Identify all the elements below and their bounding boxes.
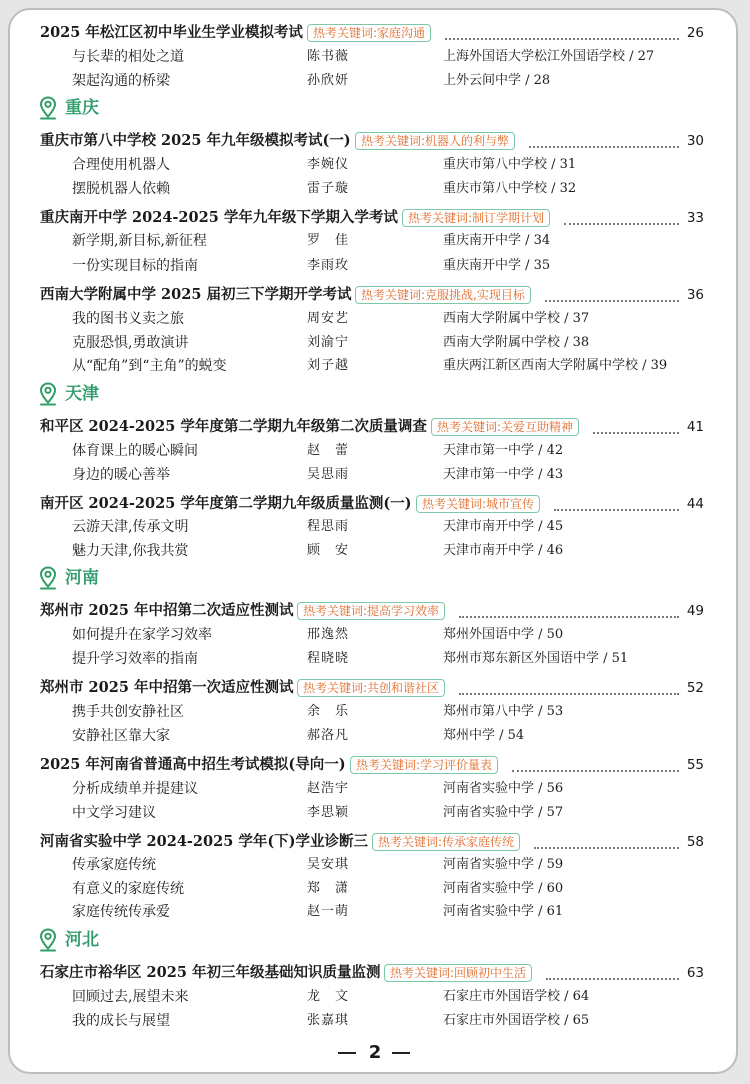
page-footer bbox=[0, 1040, 750, 1066]
exam-title: 重庆市第八中学校 2025 年九年级模拟考试(一) bbox=[40, 132, 351, 149]
article-title: 体育课上的暖心瞬间 bbox=[72, 443, 198, 459]
article-author: 邢逸然 bbox=[307, 627, 350, 642]
article-entry bbox=[0, 778, 750, 800]
location-pin-icon bbox=[38, 928, 58, 952]
page-ref: 41 bbox=[686, 419, 704, 435]
location-pin-icon bbox=[38, 382, 58, 406]
article-school: 郑州市第八中学 / 53 bbox=[443, 704, 564, 719]
dot-leader bbox=[554, 495, 679, 511]
article-entry bbox=[0, 1010, 750, 1032]
exam-entry bbox=[0, 416, 750, 438]
article-title: 新学期,新目标,新征程 bbox=[72, 233, 207, 249]
dot-leader bbox=[534, 833, 679, 849]
article-author: 周安艺 bbox=[307, 311, 350, 326]
article-entry bbox=[0, 464, 750, 486]
article-title: 与长辈的相处之道 bbox=[72, 49, 184, 65]
exam-entry bbox=[0, 284, 750, 306]
region-name: 河南 bbox=[65, 568, 99, 588]
article-title: 从“配角”到“主角”的蜕变 bbox=[72, 358, 227, 374]
article-school: 上外云间中学 / 28 bbox=[443, 73, 551, 88]
article-school: 西南大学附属中学校 / 37 bbox=[443, 311, 590, 326]
article-author: 吴思雨 bbox=[307, 467, 350, 482]
page-ref: 58 bbox=[686, 834, 704, 850]
article-author: 赵一萌 bbox=[307, 904, 350, 919]
article-entry bbox=[0, 255, 750, 277]
article-author: 龙 文 bbox=[307, 989, 350, 1004]
article-title: 携手共创安静社区 bbox=[72, 704, 184, 720]
page-ref: 26 bbox=[686, 25, 704, 41]
article-school: 天津市第一中学 / 43 bbox=[443, 467, 564, 482]
article-school: 西南大学附属中学校 / 38 bbox=[443, 335, 590, 350]
article-author: 余 乐 bbox=[307, 704, 350, 719]
location-pin-icon bbox=[38, 96, 58, 120]
page-ref: 33 bbox=[686, 210, 704, 226]
page-ref: 36 bbox=[686, 287, 704, 303]
page-ref: 52 bbox=[686, 680, 704, 696]
article-title: 有意义的家庭传统 bbox=[72, 881, 184, 897]
article-title: 我的图书义卖之旅 bbox=[72, 311, 184, 327]
article-school: 天津市南开中学 / 45 bbox=[443, 519, 564, 534]
article-school: 重庆南开中学 / 35 bbox=[443, 258, 551, 273]
exam-entry bbox=[0, 493, 750, 515]
article-school: 河南省实验中学 / 60 bbox=[443, 881, 564, 896]
article-author: 李雨玫 bbox=[307, 258, 350, 273]
exam-title: 河南省实验中学 2024-2025 学年(下)学业诊断三 bbox=[40, 833, 369, 850]
article-title: 一份实现目标的指南 bbox=[72, 258, 198, 274]
article-author: 赵浩宇 bbox=[307, 781, 350, 796]
keyword-tag: 热考关键词:机器人的利与弊 bbox=[355, 132, 515, 150]
keyword-tag: 热考关键词:制订学期计划 bbox=[402, 209, 550, 227]
article-entry bbox=[0, 701, 750, 723]
exam-entry bbox=[0, 600, 750, 622]
article-school: 郑州中学 / 54 bbox=[443, 728, 525, 743]
article-entry bbox=[0, 178, 750, 200]
article-title: 魅力天津,你我共赏 bbox=[72, 543, 189, 559]
article-entry bbox=[0, 230, 750, 252]
article-title: 安静社区靠大家 bbox=[72, 728, 170, 744]
article-entry bbox=[0, 516, 750, 538]
article-school: 河南省实验中学 / 56 bbox=[443, 781, 564, 796]
article-school: 郑州市郑东新区外国语中学 / 51 bbox=[443, 651, 629, 666]
keyword-tag: 热考关键词:学习评价量表 bbox=[350, 756, 498, 774]
exam-title: 南开区 2024-2025 学年度第二学期九年级质量监测(一) bbox=[40, 495, 412, 512]
article-title: 提升学习效率的指南 bbox=[72, 651, 198, 667]
article-title: 摆脱机器人依赖 bbox=[72, 181, 170, 197]
article-title: 身边的暖心善举 bbox=[72, 467, 170, 483]
article-school: 重庆市第八中学校 / 31 bbox=[443, 157, 577, 172]
keyword-tag: 热考关键词:传承家庭传统 bbox=[372, 833, 520, 851]
exam-title: 和平区 2024-2025 学年度第二学期九年级第二次质量调查 bbox=[40, 418, 427, 435]
exam-entry bbox=[0, 130, 750, 152]
article-title: 合理使用机器人 bbox=[72, 157, 170, 173]
article-author: 罗 佳 bbox=[307, 233, 350, 248]
exam-entry bbox=[0, 754, 750, 776]
exam-entry bbox=[0, 22, 750, 44]
page-number: 2 bbox=[368, 1042, 382, 1063]
keyword-tag: 热考关键词:关爱互助精神 bbox=[431, 418, 579, 436]
article-school: 重庆南开中学 / 34 bbox=[443, 233, 551, 248]
article-title: 云游天津,传承文明 bbox=[72, 519, 189, 535]
article-author: 吴安琪 bbox=[307, 857, 350, 872]
article-title: 我的成长与展望 bbox=[72, 1013, 170, 1029]
article-entry bbox=[0, 725, 750, 747]
article-entry bbox=[0, 154, 750, 176]
footer-dash-right bbox=[392, 1052, 410, 1054]
dot-leader bbox=[564, 209, 679, 225]
article-author: 刘子越 bbox=[307, 358, 350, 373]
article-school: 石家庄市外国语学校 / 65 bbox=[443, 1013, 590, 1028]
article-author: 刘渝宁 bbox=[307, 335, 350, 350]
article-title: 架起沟通的桥梁 bbox=[72, 73, 170, 89]
exam-title: 2025 年河南省普通高中招生考试模拟(导向一) bbox=[40, 756, 346, 773]
article-title: 中文学习建议 bbox=[72, 805, 156, 821]
article-school: 上海外国语大学松江外国语学校 / 27 bbox=[443, 49, 655, 64]
article-school: 重庆市第八中学校 / 32 bbox=[443, 181, 577, 196]
keyword-tag: 热考关键词:提高学习效率 bbox=[297, 602, 445, 620]
article-author: 陈书薇 bbox=[307, 49, 350, 64]
dot-leader bbox=[445, 24, 679, 40]
region-name: 重庆 bbox=[65, 98, 99, 118]
article-entry bbox=[0, 355, 750, 377]
article-title: 回顾过去,展望未来 bbox=[72, 989, 189, 1005]
region-name: 河北 bbox=[65, 930, 99, 950]
article-school: 河南省实验中学 / 59 bbox=[443, 857, 564, 872]
exam-title: 石家庄市裕华区 2025 年初三年级基础知识质量监测 bbox=[40, 964, 381, 981]
article-author: 程思雨 bbox=[307, 519, 350, 534]
article-entry bbox=[0, 70, 750, 92]
exam-title: 西南大学附属中学 2025 届初三下学期开学考试 bbox=[40, 286, 352, 303]
article-school: 石家庄市外国语学校 / 64 bbox=[443, 989, 590, 1004]
article-author: 张嘉琪 bbox=[307, 1013, 350, 1028]
page-ref: 30 bbox=[686, 133, 704, 149]
article-school: 郑州外国语中学 / 50 bbox=[443, 627, 564, 642]
article-author: 雷子璇 bbox=[307, 181, 350, 196]
dot-leader bbox=[459, 602, 679, 618]
dot-leader bbox=[459, 679, 679, 695]
article-school: 河南省实验中学 / 57 bbox=[443, 805, 564, 820]
exam-title: 2025 年松江区初中毕业生学业模拟考试 bbox=[40, 24, 303, 41]
article-entry bbox=[0, 986, 750, 1008]
region-name: 天津 bbox=[65, 384, 99, 404]
article-author: 李思颖 bbox=[307, 805, 350, 820]
keyword-tag: 热考关键词:克服挑战,实现目标 bbox=[355, 286, 531, 304]
article-entry bbox=[0, 901, 750, 923]
page-ref: 55 bbox=[686, 757, 704, 773]
article-title: 分析成绩单并提建议 bbox=[72, 781, 198, 797]
article-entry bbox=[0, 308, 750, 330]
keyword-tag: 热考关键词:家庭沟通 bbox=[307, 24, 431, 42]
dot-leader bbox=[593, 418, 679, 434]
keyword-tag: 热考关键词:共创和谐社区 bbox=[297, 679, 445, 697]
article-school: 天津市南开中学 / 46 bbox=[443, 543, 564, 558]
article-entry bbox=[0, 624, 750, 646]
article-author: 顾 安 bbox=[307, 543, 350, 558]
article-entry bbox=[0, 46, 750, 68]
article-entry bbox=[0, 854, 750, 876]
article-author: 赵 蕾 bbox=[307, 443, 350, 458]
exam-title: 郑州市 2025 年中招第一次适应性测试 bbox=[40, 679, 294, 696]
exam-entry bbox=[0, 207, 750, 229]
article-title: 家庭传统传承爱 bbox=[72, 904, 170, 920]
dot-leader bbox=[545, 286, 679, 302]
article-entry bbox=[0, 802, 750, 824]
article-school: 重庆两江新区西南大学附属中学校 / 39 bbox=[443, 358, 668, 373]
location-pin-icon bbox=[38, 566, 58, 590]
page-ref: 49 bbox=[686, 603, 704, 619]
exam-title: 郑州市 2025 年中招第二次适应性测试 bbox=[40, 602, 294, 619]
article-school: 天津市第一中学 / 42 bbox=[443, 443, 564, 458]
article-author: 李婉仪 bbox=[307, 157, 350, 172]
article-entry bbox=[0, 540, 750, 562]
article-author: 孙欣妍 bbox=[307, 73, 350, 88]
exam-entry bbox=[0, 831, 750, 853]
article-title: 克服恐惧,勇敢演讲 bbox=[72, 335, 189, 351]
article-entry bbox=[0, 878, 750, 900]
page-ref: 44 bbox=[686, 496, 704, 512]
article-title: 如何提升在家学习效率 bbox=[72, 627, 212, 643]
article-entry bbox=[0, 648, 750, 670]
keyword-tag: 热考关键词:回顾初中生活 bbox=[384, 964, 532, 982]
footer-dash-left bbox=[338, 1052, 356, 1054]
article-author: 郑 潇 bbox=[307, 881, 350, 896]
article-author: 程晓晓 bbox=[307, 651, 350, 666]
exam-entry bbox=[0, 677, 750, 699]
exam-entry bbox=[0, 962, 750, 984]
dot-leader bbox=[512, 756, 679, 772]
dot-leader bbox=[529, 132, 679, 148]
article-school: 河南省实验中学 / 61 bbox=[443, 904, 564, 919]
dot-leader bbox=[546, 964, 679, 980]
article-title: 传承家庭传统 bbox=[72, 857, 156, 873]
exam-title: 重庆南开中学 2024-2025 学年九年级下学期入学考试 bbox=[40, 209, 398, 226]
page-ref: 63 bbox=[686, 965, 704, 981]
article-author: 郝洛凡 bbox=[307, 728, 350, 743]
article-entry bbox=[0, 332, 750, 354]
keyword-tag: 热考关键词:城市宣传 bbox=[416, 495, 540, 513]
article-entry bbox=[0, 440, 750, 462]
